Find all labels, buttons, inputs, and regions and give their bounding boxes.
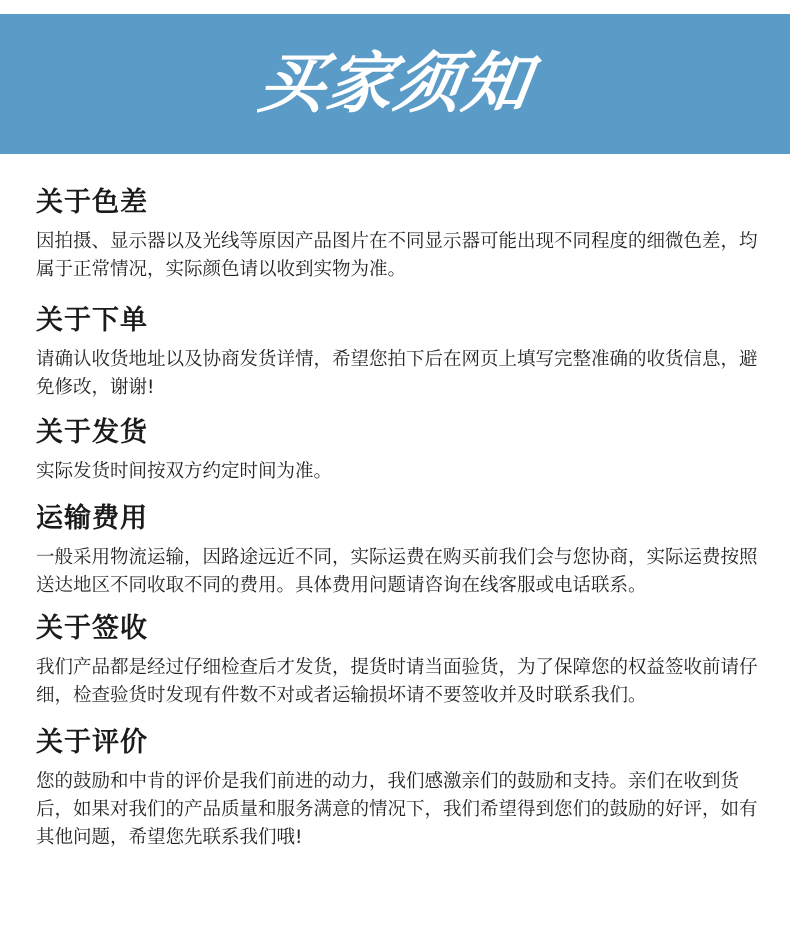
section-sign-for-delivery [36, 610, 766, 710]
section-color-difference [36, 184, 766, 284]
section-body: 一般采用物流运输，因路途远近不同，实际运费在购买前我们会与您协商，实际运费按照送达地区不同收取不同的费用。具体费用问题请咨询在线客服或电话联系。 [36, 547, 758, 596]
section-title: 关于评价 [36, 727, 148, 758]
section-title: 关于签收 [36, 613, 148, 644]
section-body: 您的鼓励和中肯的评价是我们前进的动力，我们感激亲们的鼓励和支持。亲们在收到货后，如果对我们的产品质量和服务满意的情况下，我们希望得到您们的鼓励的好评，如有其他问题，希望您先联系我们哦! [36, 771, 758, 848]
section-freight-cost [36, 500, 766, 600]
header-banner [0, 14, 790, 154]
notice-content [36, 184, 766, 852]
section-title: 运输费用 [36, 503, 148, 534]
section-title: 关于发货 [36, 417, 148, 448]
section-ordering [36, 302, 766, 402]
section-body: 因拍摄、显示器以及光线等原因产品图片在不同显示器可能出现不同程度的细微色差，均属于正常情况，实际颜色请以收到实物为准。 [36, 231, 758, 280]
banner-title: 买家须知 [253, 45, 537, 122]
section-title: 关于下单 [36, 305, 148, 336]
section-shipping [36, 414, 766, 486]
section-body: 请确认收货地址以及协商发货详情，希望您拍下后在网页上填写完整准确的收货信息，避免修改，谢谢! [36, 349, 758, 398]
section-body: 我们产品都是经过仔细检查后才发货，提货时请当面验货，为了保障您的权益签收前请仔细，检查验货时发现有件数不对或者运输损坏请不要签收并及时联系我们。 [36, 657, 758, 706]
section-body: 实际发货时间按双方约定时间为准。 [36, 461, 333, 482]
section-reviews [36, 724, 766, 852]
section-title: 关于色差 [36, 187, 148, 218]
